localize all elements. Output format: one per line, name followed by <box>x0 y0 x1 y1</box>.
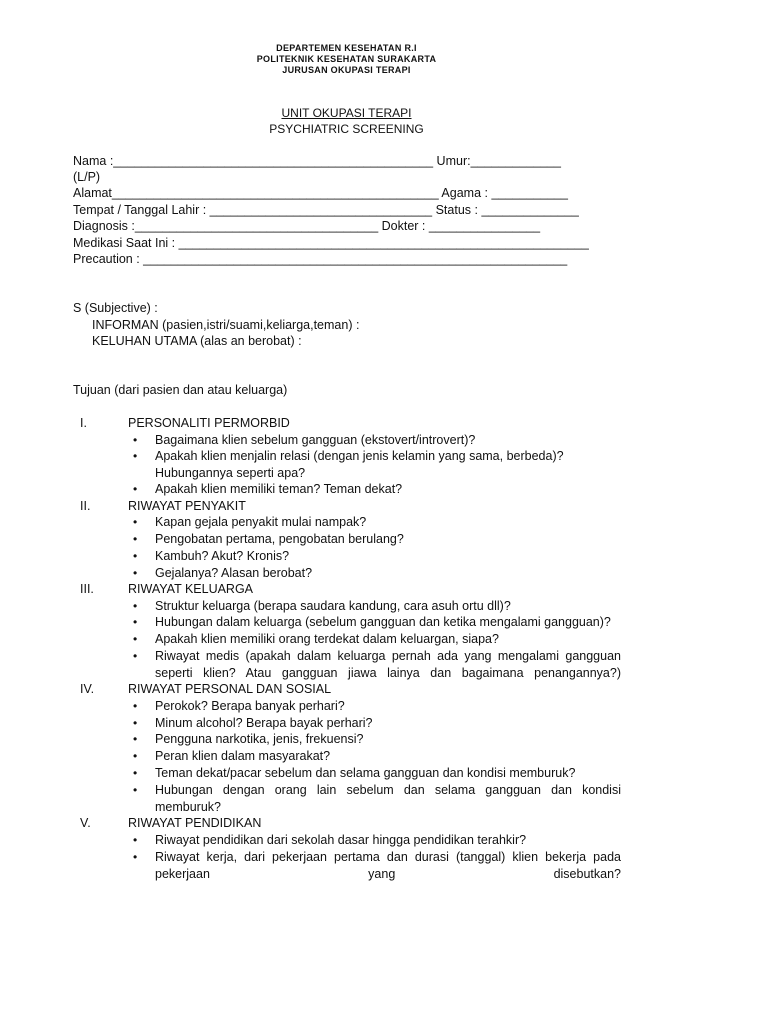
list-item: Pengguna narkotika, jenis, frekuensi? <box>155 732 364 746</box>
bullet-icon: • <box>133 850 138 864</box>
list-item: Kambuh? Akut? Kronis? <box>155 549 290 563</box>
section-number: V. <box>80 816 91 830</box>
list-item: Apakah klien menjalin relasi (dengan jenis kelamin yang sama, berbeda)? Hubungannya seperti apa? <box>155 449 564 480</box>
list-item: Hubungan dalam keluarga (sebelum gangguan dan ketika mengalami gangguan)? <box>155 615 611 629</box>
field-precaution: Precaution : _____________________________________________________________ <box>73 252 568 266</box>
bullet-icon: • <box>133 566 138 580</box>
field-ttl: Tempat / Tanggal Lahir : ________________________________ Status : ______________ <box>73 203 579 217</box>
section-number: II. <box>80 499 91 513</box>
bullet-icon: • <box>133 783 138 797</box>
list-item: Kapan gejala penyakit mulai nampak? <box>155 515 367 529</box>
list-item: Gejalanya? Alasan berobat? <box>155 566 313 580</box>
bullet-icon: • <box>133 699 138 713</box>
document-subtitle: PSYCHIATRIC SCREENING <box>269 122 424 136</box>
bullet-icon: • <box>133 716 138 730</box>
field-nama: Nama :______________________________________________ Umur:_____________ <box>73 154 561 168</box>
field-alamat: Alamat_______________________________________________ Agama : ___________ <box>73 186 568 200</box>
section-title: PERSONALITI PERMORBID <box>128 416 290 430</box>
list-item: Bagaimana klien sebelum gangguan (ekstovert/introvert)? <box>155 433 476 447</box>
header-line-1: DEPARTEMEN KESEHATAN R.I <box>276 43 417 53</box>
tujuan-label: Tujuan (dari pasien dan atau keluarga) <box>73 383 288 397</box>
bullet-icon: • <box>133 833 138 847</box>
bullet-icon: • <box>133 649 138 663</box>
bullet-icon: • <box>133 599 138 613</box>
bullet-icon: • <box>133 515 138 529</box>
section-number: IV. <box>80 682 95 696</box>
field-lp: (L/P) <box>73 170 101 184</box>
section-number: I. <box>80 416 87 430</box>
list-item: Apakah klien memiliki orang terdekat dalam keluargan, siapa? <box>155 632 499 646</box>
bullet-icon: • <box>133 632 138 646</box>
section-title: RIWAYAT PENYAKIT <box>128 499 246 513</box>
list-item: Hubungan dengan orang lain sebelum dan selama gangguan dan kondisi memburuk? <box>155 783 621 814</box>
section-title: RIWAYAT PENDIDIKAN <box>128 816 262 830</box>
bullet-icon: • <box>133 532 138 546</box>
bullet-icon: • <box>133 615 138 629</box>
section-number: III. <box>80 582 94 596</box>
document-title: UNIT OKUPASI TERAPI <box>281 106 412 120</box>
list-item: Riwayat medis (apakah dalam keluarga pernah ada yang mengalami gangguan seperti klien? Atau gangguan jiawa lainya dan bagaimana penangannya?) <box>155 649 621 680</box>
bullet-icon: • <box>133 749 138 763</box>
list-item: Apakah klien memiliki teman? Teman dekat? <box>155 482 403 496</box>
header-line-3: JURUSAN OKUPASI TERAPI <box>282 65 411 75</box>
list-item: Riwayat kerja, dari pekerjaan pertama dan durasi (tanggal) klien bekerja pada pekerjaan yang disebutkan? <box>155 850 621 881</box>
list-item: Teman dekat/pacar sebelum dan selama gangguan dan kondisi memburuk? <box>155 766 576 780</box>
section-title: RIWAYAT PERSONAL DAN SOSIAL <box>128 682 332 696</box>
header-line-2: POLITEKNIK KESEHATAN SURAKARTA <box>256 54 437 64</box>
bullet-icon: • <box>133 732 138 746</box>
list-item: Struktur keluarga (berapa saudara kandung, cara asuh ortu dll)? <box>155 599 511 613</box>
list-item: Peran klien dalam masyarakat? <box>155 749 331 763</box>
bullet-icon: • <box>133 482 138 496</box>
bullet-icon: • <box>133 433 138 447</box>
field-medikasi: Medikasi Saat Ini : ___________________________________________________________ <box>73 236 589 250</box>
keluhan-label: KELUHAN UTAMA (alas an berobat) : <box>92 334 302 348</box>
list-item: Perokok? Berapa banyak perhari? <box>155 699 345 713</box>
list-item: Pengobatan pertama, pengobatan berulang? <box>155 532 404 546</box>
informan-label: INFORMAN (pasien,istri/suami,keliarga,teman) : <box>92 318 360 332</box>
bullet-icon: • <box>133 549 138 563</box>
bullet-icon: • <box>133 449 138 463</box>
list-item: Riwayat pendidikan dari sekolah dasar hingga pendidikan terahkir? <box>155 833 527 847</box>
field-diagnosis: Diagnosis :___________________________________ Dokter : ________________ <box>73 219 541 233</box>
section-title: RIWAYAT KELUARGA <box>128 582 254 596</box>
subjective-label: S (Subjective) : <box>73 301 158 315</box>
bullet-icon: • <box>133 766 138 780</box>
list-item: Minum alcohol? Berapa bayak perhari? <box>155 716 373 730</box>
